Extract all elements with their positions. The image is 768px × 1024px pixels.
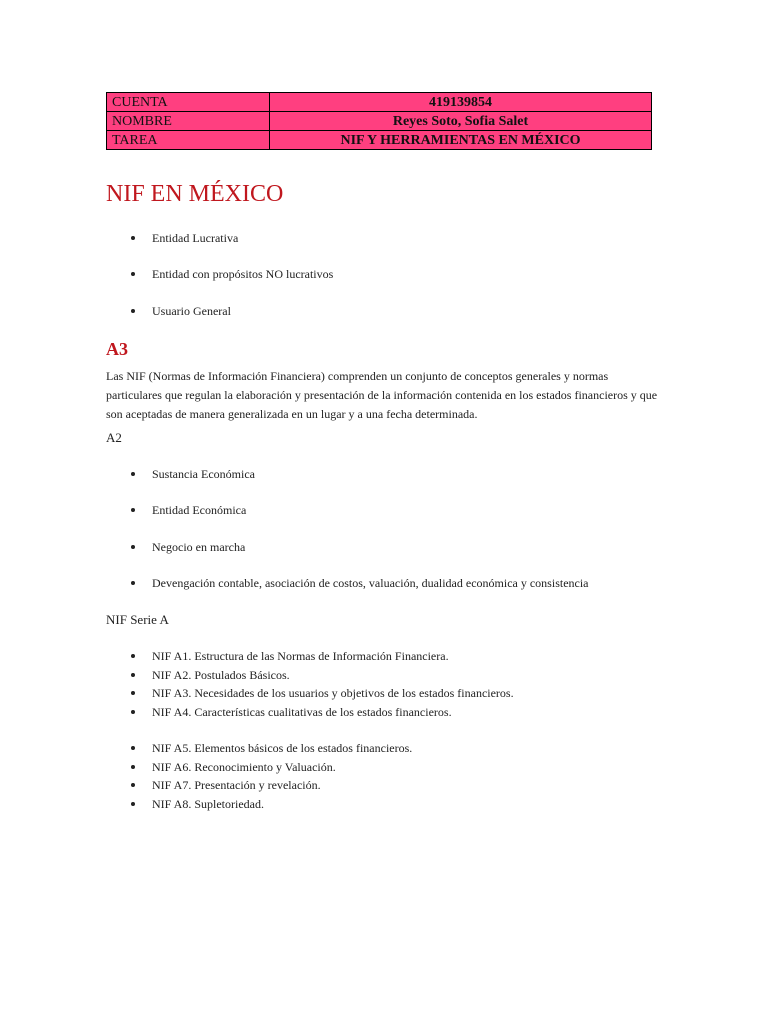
a2-heading: A2 [106, 430, 122, 445]
list-item: Entidad Lucrativa [106, 230, 333, 266]
serie-a-list-2 [106, 740, 412, 814]
list-item: NIF A1. Estructura de las Normas de Información Financiera. [106, 648, 514, 667]
list-item: NIF A2. Postulados Básicos. [106, 667, 514, 686]
list-item: Sustancia Económica [106, 466, 589, 502]
table-row [107, 131, 652, 150]
list-item: NIF A6. Reconocimiento y Valuación. [106, 759, 412, 778]
list-item: Negocio en marcha [106, 539, 589, 575]
cuenta-label: CUENTA [107, 93, 270, 112]
list-item: NIF A8. Supletoriedad. [106, 796, 412, 815]
nombre-label: NOMBRE [107, 112, 270, 131]
cuenta-value: 419139854 [270, 93, 652, 112]
list-item: NIF A7. Presentación y revelación. [106, 777, 412, 796]
list-item: Usuario General [106, 303, 333, 339]
tarea-label: TAREA [107, 131, 270, 150]
list-item: NIF A4. Características cualitativas de los estados financieros. [106, 704, 514, 723]
table-row [107, 112, 652, 131]
table-row [107, 93, 652, 112]
a3-paragraph: Las NIF (Normas de Información Financiera) comprenden un conjunto de conceptos generales y normas particulares que regulan la elaboración y presentación de la información contenida en los estados financieros y que son aceptadas de manera generalizada en un lugar y a una fecha determinada. [106, 369, 658, 421]
list-item: NIF A5. Elementos básicos de los estados financieros. [106, 740, 412, 759]
a3-heading: A3 [106, 339, 128, 359]
nombre-value: Reyes Soto, Sofia Salet [270, 112, 652, 131]
list-item: Entidad con propósitos NO lucrativos [106, 266, 333, 302]
list-item: NIF A3. Necesidades de los usuarios y objetivos de los estados financieros. [106, 685, 514, 704]
list-item: Entidad Económica [106, 502, 589, 538]
serie-a-heading: NIF Serie A [106, 612, 169, 627]
student-info-table [106, 92, 652, 150]
a2-list [106, 466, 589, 611]
page-title: NIF EN MÉXICO [106, 181, 284, 207]
list-item: Devengación contable, asociación de costos, valuación, dualidad económica y consistencia [106, 575, 589, 611]
tarea-value: NIF Y HERRAMIENTAS EN MÉXICO [270, 131, 652, 150]
entities-list [106, 230, 333, 339]
serie-a-list-1 [106, 648, 514, 722]
